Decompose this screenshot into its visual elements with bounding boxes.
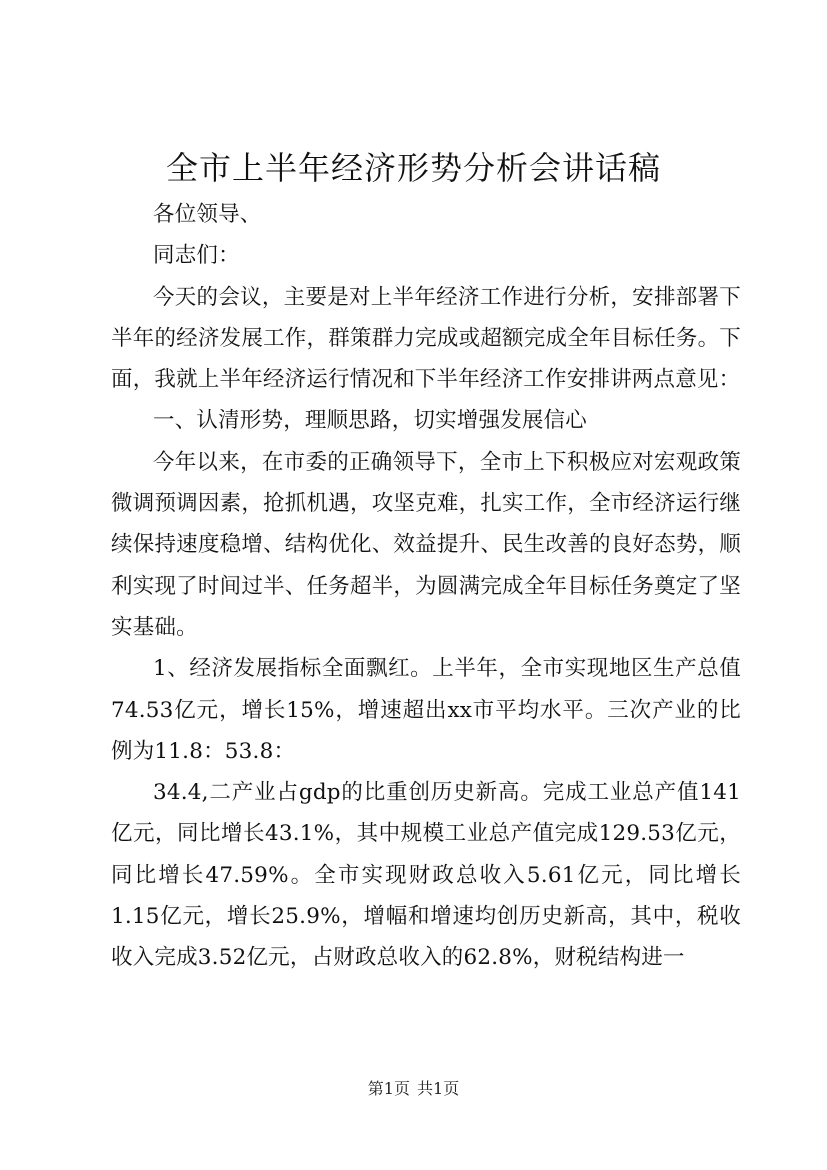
intro-paragraph: 今天的会议，主要是对上半年经济工作进行分析，安排部署下半年的经济发展工作，群策群力完成或超额完成全年目标任务。下面，我就上半年经济运行情况和下半年经济工作安排讲两点意见：: [111, 284, 741, 393]
page-number-footer: 第1页 共1页: [367, 1079, 460, 1098]
indicator-paragraph: 1、经济发展指标全面飘红。上半年，全市实现地区生产总值74.53亿元，增长15%，增速超出xx市平均水平。三次产业的比例为11.8：53.8：: [111, 656, 741, 764]
section-heading-1: 一、认清形势，理顺思路，切实增强发展信心: [153, 408, 588, 434]
document-body: [111, 194, 741, 979]
situation-paragraph: 今年以来，在市委的正确领导下，全市上下积极应对宏观政策微调预调因素，抢抓机遇，攻坚克难，扎实工作，全市经济运行继续保持速度稳增、结构优化、效益提升、民生改善的良好态势，顺利实现了时间过半、任务超半，为圆满完成全年目标任务奠定了坚实基础。: [111, 449, 741, 640]
salutation-line-2: 同志们：: [153, 243, 240, 269]
industry-finance-paragraph: 34.4,二产业占gdp的比重创历史新高。完成工业总产值141亿元，同比增长43.1%，其中规模工业总产值完成129.53亿元，同比增长47.59%。全市实现财政总收入5.61亿元，同比增长1.15亿元，增长25.9%，增幅和增速均创历史新高，其中，税收收入完成3.52亿元，占财政总收入的62.8%，财税结构进一: [111, 780, 741, 971]
salutation-line-1: 各位领导、: [153, 202, 262, 227]
document-title: 全市上半年经济形势分析会讲话稿: [165, 149, 661, 187]
